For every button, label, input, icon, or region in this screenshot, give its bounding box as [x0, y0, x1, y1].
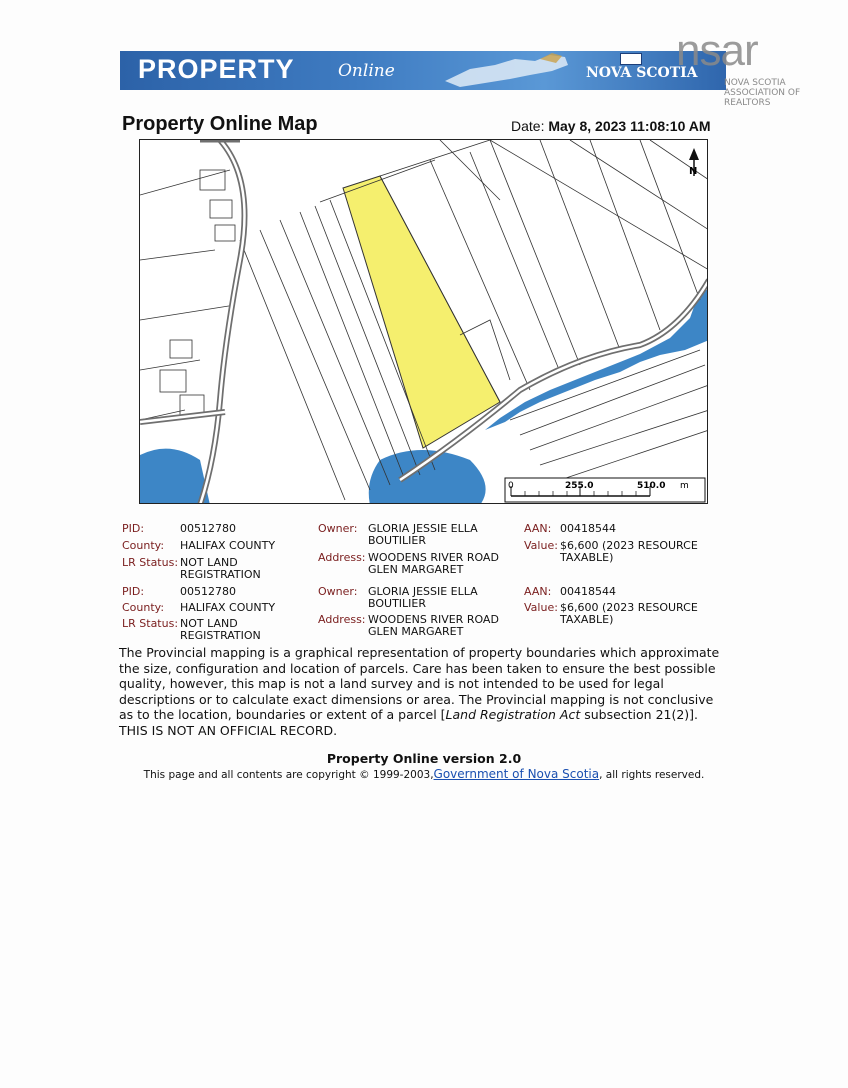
lr-status-label: LR Status: [122, 556, 179, 569]
county-value: HALIFAX COUNTY [180, 539, 276, 552]
scale-unit: m [680, 481, 689, 491]
nova-scotia-flag-icon [620, 53, 642, 65]
river-water [485, 290, 708, 430]
address-line1: WOODENS RIVER ROAD [368, 551, 499, 564]
pid-label: PID: [122, 522, 145, 535]
value-line1: $6,600 (2023 RESOURCE [560, 601, 698, 614]
scale-label-510: 510.0 [637, 481, 666, 491]
county-value: HALIFAX COUNTY [180, 601, 276, 614]
scale-bar [505, 478, 705, 502]
road-main [200, 140, 245, 504]
date-label: Date: [511, 118, 545, 134]
value-line2: TAXABLE) [560, 613, 614, 626]
address-label: Address: [318, 551, 366, 564]
north-label: N [689, 166, 698, 177]
government-link[interactable]: Government of Nova Scotia [433, 767, 600, 781]
lr-status-label: LR Status: [122, 617, 179, 630]
date-value: May 8, 2023 11:08:10 AM [548, 118, 711, 134]
disclaimer-text: The Provincial mapping is a graphical representation of property boundaries which approximate the size, configuration and location of parcels. Care has been taken to ensure the best possible quality, however, this map is not a land survey and is not intended to be used for legal descriptions or to calculate exact dimensions or area. The Provincial mapping is not conclusive as to the location, boundaries or extent of a parcel [Land Registration Act subsection 21(2)]. THIS IS NOT AN OFFICIAL RECORD. [119, 645, 720, 738]
map-date [511, 118, 711, 134]
realtors-subtitle: NOVA SCOTIA ASSOCIATION OF REALTORS [724, 78, 801, 108]
subject-parcel[interactable] [343, 176, 500, 448]
pid-value: 00512780 [180, 585, 236, 598]
map-canvas [140, 140, 708, 504]
copyright-line [0, 767, 848, 781]
address-line1: WOODENS RIVER ROAD [368, 613, 499, 626]
copyright-prefix: This page and all contents are copyright © 1999-2003, [143, 769, 434, 781]
lr-status-line1: NOT LAND [180, 556, 238, 569]
lr-status-line2: REGISTRATION [180, 568, 261, 581]
act-name: Land Registration Act [445, 707, 581, 722]
banner-online: Online [338, 61, 395, 81]
page-title: Property Online Map [122, 113, 318, 135]
banner-province: NOVA SCOTIA [586, 65, 698, 81]
realtors-logo: nsar [676, 26, 758, 75]
pid-value: 00512780 [180, 522, 236, 535]
banner-title: PROPERTY [138, 54, 295, 84]
value-label: Value: [524, 539, 558, 552]
owner-label: Owner: [318, 585, 358, 598]
pid-label: PID: [122, 585, 145, 598]
address-line2: GLEN MARGARET [368, 563, 464, 576]
property-online-banner [120, 51, 726, 90]
version-label: Property Online version 2.0 [326, 751, 522, 766]
scale-label-0: 0 [508, 481, 514, 491]
address-label: Address: [318, 613, 366, 626]
lr-status-line1: NOT LAND [180, 617, 238, 630]
aan-label: AAN: [524, 585, 552, 598]
value-label: Value: [524, 601, 558, 614]
value-line1: $6,600 (2023 RESOURCE [560, 539, 698, 552]
owner-line2: BOUTILIER [368, 597, 426, 610]
scale-label-255: 255.0 [565, 481, 594, 491]
address-line2: GLEN MARGARET [368, 625, 464, 638]
aan-value: 00418544 [560, 522, 616, 535]
lake-water-left [140, 449, 210, 504]
owner-line1: GLORIA JESSIE ELLA [368, 522, 478, 535]
county-label: County: [122, 539, 165, 552]
property-map[interactable] [139, 139, 708, 504]
lr-status-line2: REGISTRATION [180, 629, 261, 642]
owner-line2: BOUTILIER [368, 534, 426, 547]
value-line2: TAXABLE) [560, 551, 614, 564]
owner-label: Owner: [318, 522, 358, 535]
nova-scotia-map-graphic [440, 51, 570, 90]
county-label: County: [122, 601, 165, 614]
aan-label: AAN: [524, 522, 552, 535]
copyright-suffix: , all rights reserved. [599, 769, 705, 781]
owner-line1: GLORIA JESSIE ELLA [368, 585, 478, 598]
aan-value: 00418544 [560, 585, 616, 598]
